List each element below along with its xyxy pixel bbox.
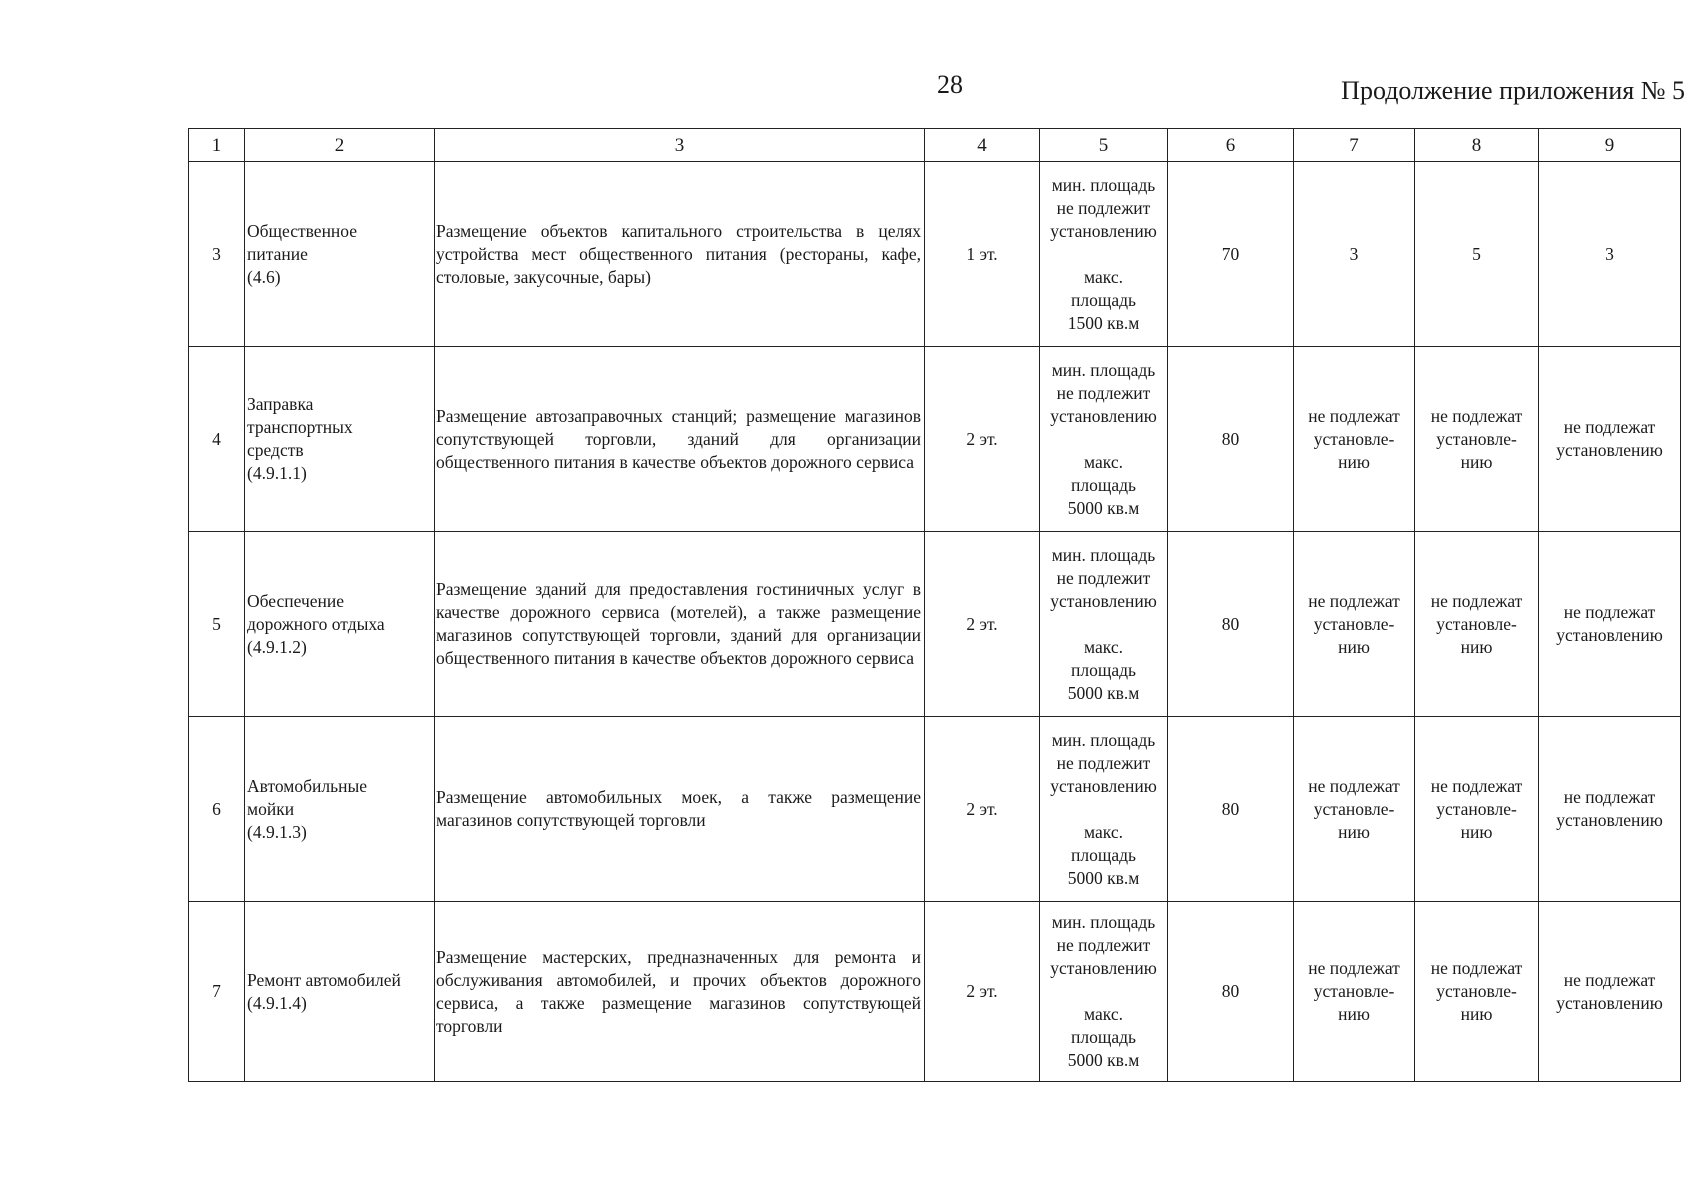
setback-col-8-line: не подлежат <box>1430 405 1523 426</box>
use-type-name-line: (4.9.1.3) <box>247 821 307 842</box>
setback-col-9-line: установлению <box>1556 992 1663 1013</box>
setback-col-7-line: нию <box>1338 636 1370 657</box>
setback-col-8-line: установле- <box>1436 428 1517 449</box>
table-row <box>189 717 1681 902</box>
setback-col-9-line: установлению <box>1556 810 1663 830</box>
use-type-name-line: (4.6) <box>247 266 281 287</box>
setback-col-9-line: 3 <box>1605 243 1614 264</box>
max-area-line: площадь <box>1071 289 1136 310</box>
use-description-cell: Размещение объектов капитального строительства в целях устройства мест общественного питания (рестораны, кафе, столовые, закусочные, бары) <box>435 162 925 347</box>
setback-cell-col-7 <box>1294 902 1415 1082</box>
setback-cell-col-8 <box>1415 347 1539 532</box>
header-cell-col-6: 6 <box>1168 129 1294 162</box>
min-area-line: мин. площадь <box>1051 729 1156 750</box>
use-type-name-line: транспортных <box>247 417 353 437</box>
setback-col-8-line: не подлежат <box>1430 958 1523 978</box>
setback-cell-col-8 <box>1415 532 1539 717</box>
use-type-name-line: (4.9.1.1) <box>247 463 307 483</box>
setback-cell-col-7 <box>1294 347 1415 532</box>
min-area-line: установлению <box>1050 590 1157 611</box>
use-type-name-line: питание <box>247 243 308 264</box>
min-area-line: мин. площадь <box>1051 359 1156 380</box>
table-row <box>189 532 1681 717</box>
min-area-line: не подлежит <box>1056 382 1151 403</box>
coverage-percent-cell: 80 <box>1168 347 1294 532</box>
use-description-cell: Размещение автозаправочных станций; размещение магазинов сопутствующей торговли, зданий для организации общественного питания в качестве объектов дорожного сервиса <box>435 347 925 532</box>
use-type-name-line: средств <box>247 440 304 460</box>
min-area-line: установлению <box>1050 958 1157 978</box>
setback-cell-col-8 <box>1415 717 1539 902</box>
min-area-line: мин. площадь <box>1051 912 1156 932</box>
use-type-name-line: дорожного отдыха <box>247 613 385 634</box>
area-spacer <box>1041 613 1166 636</box>
table-header <box>189 129 1681 162</box>
row-number-cell: 3 <box>189 162 245 347</box>
header-row <box>189 129 1681 162</box>
use-type-name-line: Заправка <box>247 394 314 414</box>
use-type-name-line: Автомобильные <box>247 775 367 796</box>
header-cell-col-5: 5 <box>1040 129 1168 162</box>
setback-col-8-line: установле- <box>1436 613 1517 634</box>
coverage-percent-cell: 80 <box>1168 532 1294 717</box>
use-type-name-cell <box>245 902 435 1082</box>
max-area-line: макс. <box>1084 821 1123 842</box>
setback-col-9-line: не подлежат <box>1563 602 1656 622</box>
min-area-line: не подлежит <box>1056 197 1151 218</box>
setback-cell-col-9 <box>1539 532 1681 717</box>
area-spacer <box>1041 798 1166 821</box>
min-area-line: мин. площадь <box>1051 544 1156 565</box>
max-area-line: макс. <box>1084 266 1123 287</box>
plot-area-cell <box>1040 902 1168 1082</box>
max-area-line: площадь <box>1071 474 1136 495</box>
plot-area-cell <box>1040 717 1168 902</box>
setback-col-7-line: не подлежат <box>1308 775 1400 796</box>
setback-col-7-line: не подлежат <box>1308 405 1400 426</box>
min-area-line: не подлежит <box>1056 752 1151 773</box>
use-type-name-line: Обеспечение <box>247 590 345 611</box>
max-area-line: площадь <box>1071 844 1136 865</box>
area-spacer <box>1041 428 1166 451</box>
row-number-cell: 4 <box>189 347 245 532</box>
setback-col-8-line: нию <box>1460 1004 1493 1024</box>
max-area-line: 1500 кв.м <box>1067 312 1140 333</box>
min-area-line: не подлежит <box>1056 935 1151 955</box>
floors-cell: 2 эт. <box>925 717 1040 902</box>
use-type-name-line: (4.9.1.4) <box>247 992 307 1013</box>
setback-cell-col-7 <box>1294 532 1415 717</box>
setback-col-7-line: нию <box>1338 451 1370 472</box>
header-cell-col-1: 1 <box>189 129 245 162</box>
setback-cell-col-7 <box>1294 162 1415 347</box>
max-area-line: макс. <box>1084 636 1123 657</box>
use-description-cell: Размещение зданий для предоставления гостиничных услуг в качестве дорожного сервиса (мотелей), а также размещение магазинов сопутствующей торговли, зданий для организации общественного питания в качестве объектов дорожного сервиса <box>435 532 925 717</box>
coverage-percent-cell: 80 <box>1168 717 1294 902</box>
setback-col-9-line: установлению <box>1556 440 1663 460</box>
min-area-line: установлению <box>1050 220 1157 241</box>
setback-col-9-line: не подлежат <box>1563 787 1656 807</box>
setback-cell-col-9 <box>1539 717 1681 902</box>
floors-cell: 1 эт. <box>925 162 1040 347</box>
plot-area-cell <box>1040 162 1168 347</box>
header-cell-col-7: 7 <box>1294 129 1415 162</box>
max-area-line: 5000 кв.м <box>1067 1050 1140 1070</box>
max-area-line: макс. <box>1084 1004 1123 1024</box>
setback-col-8-line: нию <box>1460 636 1493 657</box>
row-number-cell: 5 <box>189 532 245 717</box>
setback-col-8-line: нию <box>1460 451 1493 472</box>
setback-col-9-line: не подлежат <box>1563 417 1656 437</box>
floors-cell: 2 эт. <box>925 347 1040 532</box>
coverage-percent-cell: 70 <box>1168 162 1294 347</box>
setback-col-7-line: не подлежат <box>1308 590 1400 611</box>
use-type-name-cell <box>245 717 435 902</box>
area-spacer <box>1041 980 1166 1003</box>
plot-area-cell <box>1040 532 1168 717</box>
floors-cell: 2 эт. <box>925 532 1040 717</box>
min-area-line: установлению <box>1050 405 1157 426</box>
floors-cell: 2 эт. <box>925 902 1040 1082</box>
header-cell-col-8: 8 <box>1415 129 1539 162</box>
table-row <box>189 902 1681 1082</box>
setback-col-7-line: нию <box>1338 1004 1370 1024</box>
row-number-cell: 6 <box>189 717 245 902</box>
use-type-name-line: (4.9.1.2) <box>247 636 307 657</box>
setback-col-7-line: установле- <box>1313 798 1395 819</box>
use-description-cell: Размещение мастерских, предназначенных для ремонта и обслуживания автомобилей, и прочих объектов дорожного сервиса, а также размещение магазинов сопутствующей торговли <box>435 902 925 1082</box>
use-type-name-line: Общественное <box>247 220 358 241</box>
setback-cell-col-9 <box>1539 347 1681 532</box>
appendix-continuation-note: Продолжение приложения № 5 <box>1341 76 1685 105</box>
area-spacer <box>1041 243 1166 266</box>
table-row <box>189 162 1681 347</box>
min-area-line: мин. площадь <box>1051 174 1156 195</box>
max-area-line: 5000 кв.м <box>1067 867 1140 888</box>
row-number-cell: 7 <box>189 902 245 1082</box>
plot-area-cell <box>1040 347 1168 532</box>
table-body <box>189 162 1681 1082</box>
setback-col-7-line: установле- <box>1313 428 1395 449</box>
use-type-name-line: Ремонт автомобилей <box>247 969 401 990</box>
setback-cell-col-9 <box>1539 902 1681 1082</box>
min-area-line: не подлежит <box>1056 567 1151 588</box>
min-area-line: установлению <box>1050 775 1157 796</box>
page-number: 28 <box>937 70 963 99</box>
coverage-percent-cell: 80 <box>1168 902 1294 1082</box>
use-type-name-line: мойки <box>247 798 295 819</box>
max-area-line: макс. <box>1084 451 1123 472</box>
use-type-name-cell <box>245 347 435 532</box>
land-use-table-container <box>188 128 1680 1082</box>
setback-col-7-line: установле- <box>1313 613 1395 634</box>
setback-col-7-line: не подлежат <box>1308 958 1400 978</box>
setback-col-7-line: нию <box>1338 821 1370 842</box>
max-area-line: 5000 кв.м <box>1067 497 1140 518</box>
setback-col-8-line: не подлежат <box>1430 775 1523 796</box>
setback-col-8-line: установле- <box>1436 798 1517 819</box>
setback-cell-col-8 <box>1415 162 1539 347</box>
setback-cell-col-7 <box>1294 717 1415 902</box>
max-area-line: площадь <box>1071 1027 1136 1047</box>
table-row <box>189 347 1681 532</box>
max-area-line: площадь <box>1071 659 1136 680</box>
setback-cell-col-8 <box>1415 902 1539 1082</box>
header-cell-col-3: 3 <box>435 129 925 162</box>
setback-col-8-line: установле- <box>1436 981 1517 1001</box>
setback-cell-col-9 <box>1539 162 1681 347</box>
header-cell-col-2: 2 <box>245 129 435 162</box>
max-area-line: 5000 кв.м <box>1067 682 1140 703</box>
use-type-name-cell <box>245 532 435 717</box>
land-use-table <box>188 128 1681 1082</box>
setback-col-8-line: 5 <box>1472 243 1481 264</box>
setback-col-7-line: установле- <box>1313 981 1395 1001</box>
use-type-name-cell <box>245 162 435 347</box>
setback-col-8-line: нию <box>1460 821 1493 842</box>
setback-col-8-line: не подлежат <box>1430 590 1523 611</box>
use-description-cell: Размещение автомобильных моек, а также размещение магазинов сопутствующей торговли <box>435 717 925 902</box>
header-cell-col-9: 9 <box>1539 129 1681 162</box>
setback-col-7-line: 3 <box>1349 243 1359 264</box>
header-cell-col-4: 4 <box>925 129 1040 162</box>
setback-col-9-line: не подлежат <box>1563 969 1656 990</box>
setback-col-9-line: установлению <box>1556 625 1663 645</box>
